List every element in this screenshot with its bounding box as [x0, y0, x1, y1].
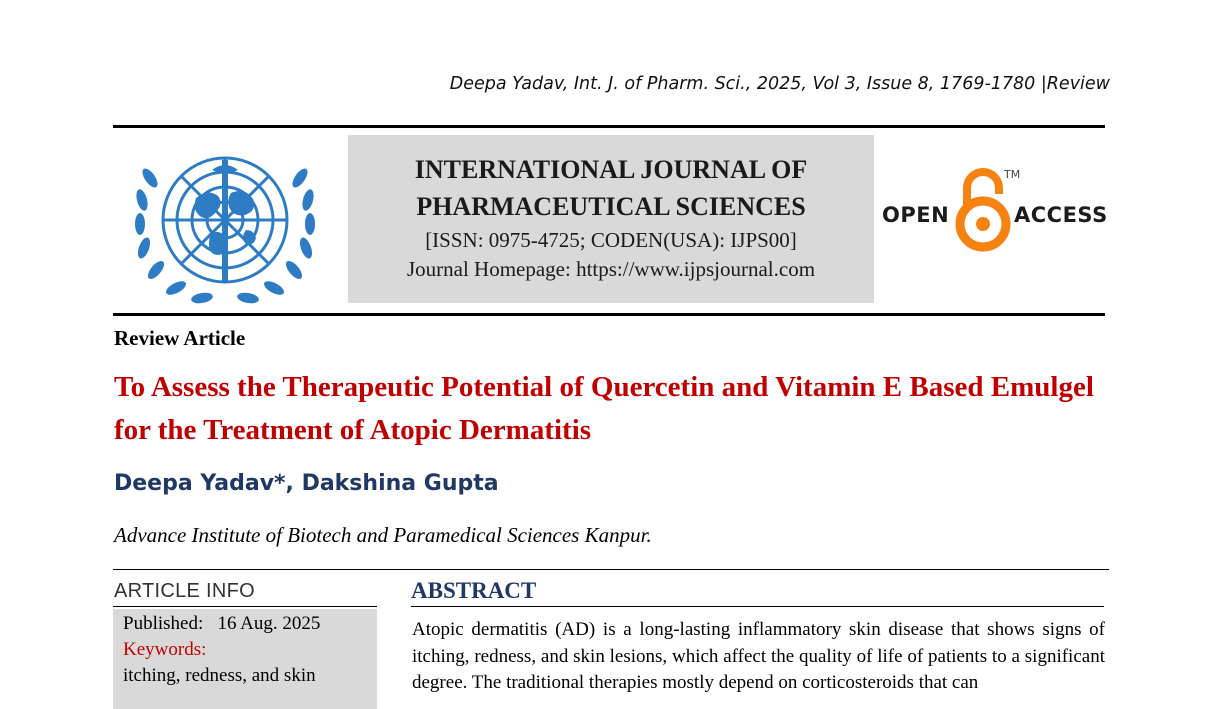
article-info-box: [113, 609, 377, 709]
journal-issn: [ISSN: 0975-4725; CODEN(USA): IJPS00]: [425, 228, 797, 252]
article-info-rule: [113, 606, 377, 607]
published-label: Published:: [123, 613, 204, 634]
section-divider: [113, 569, 1109, 570]
published-date: 16 Aug. 2025: [217, 613, 321, 634]
article-info-heading: ARTICLE INFO: [114, 580, 256, 602]
abstract-text: Atopic dermatitis (AD) is a long-lasting inflammatory skin disease that shows signs of itching, redness, and skin lesions, which affect the quality of life of patients to a significant degree. The traditional therapies mostly depend on corticosteroids that can: [412, 619, 1105, 693]
header-bottom-rule: [113, 313, 1105, 316]
keywords-value: itching, redness, and skin: [123, 665, 316, 686]
article-authors: Deepa Yadav*, Dakshina Gupta: [114, 471, 499, 496]
abstract-rule: [411, 606, 1104, 607]
author-affiliation: Advance Institute of Biotech and Paramedical Sciences Kanpur.: [114, 523, 652, 547]
article-title: To Assess the Therapeutic Potential of Quercetin and Vitamin E Based Emulgel for the Treatment of Atopic Dermatitis: [114, 371, 1094, 446]
keywords-label: Keywords:: [123, 639, 207, 660]
published-row: [123, 611, 377, 637]
running-head: Deepa Yadav, Int. J. of Pharm. Sci., 2025, Vol 3, Issue 8, 1769-1780 |Review: [449, 74, 1110, 94]
journal-homepage: Journal Homepage: https://www.ijpsjournal.com: [406, 257, 816, 281]
trademark-mark: TM: [1004, 168, 1021, 181]
abstract-heading: ABSTRACT: [411, 578, 537, 603]
journal-title-line2: PHARMACEUTICAL SCIENCES: [416, 192, 806, 221]
journal-emblem-logo: [126, 138, 326, 306]
journal-title: [348, 151, 874, 225]
journal-masthead-box: [348, 135, 874, 303]
open-access-left-text: OPEN: [882, 203, 950, 227]
open-access-right-text: ACCESS: [1014, 203, 1108, 227]
journal-title-line1: INTERNATIONAL JOURNAL OF: [414, 155, 808, 184]
open-access-logo: [880, 166, 1110, 252]
article-type: Review Article: [114, 326, 246, 350]
header-top-rule: [113, 125, 1105, 128]
